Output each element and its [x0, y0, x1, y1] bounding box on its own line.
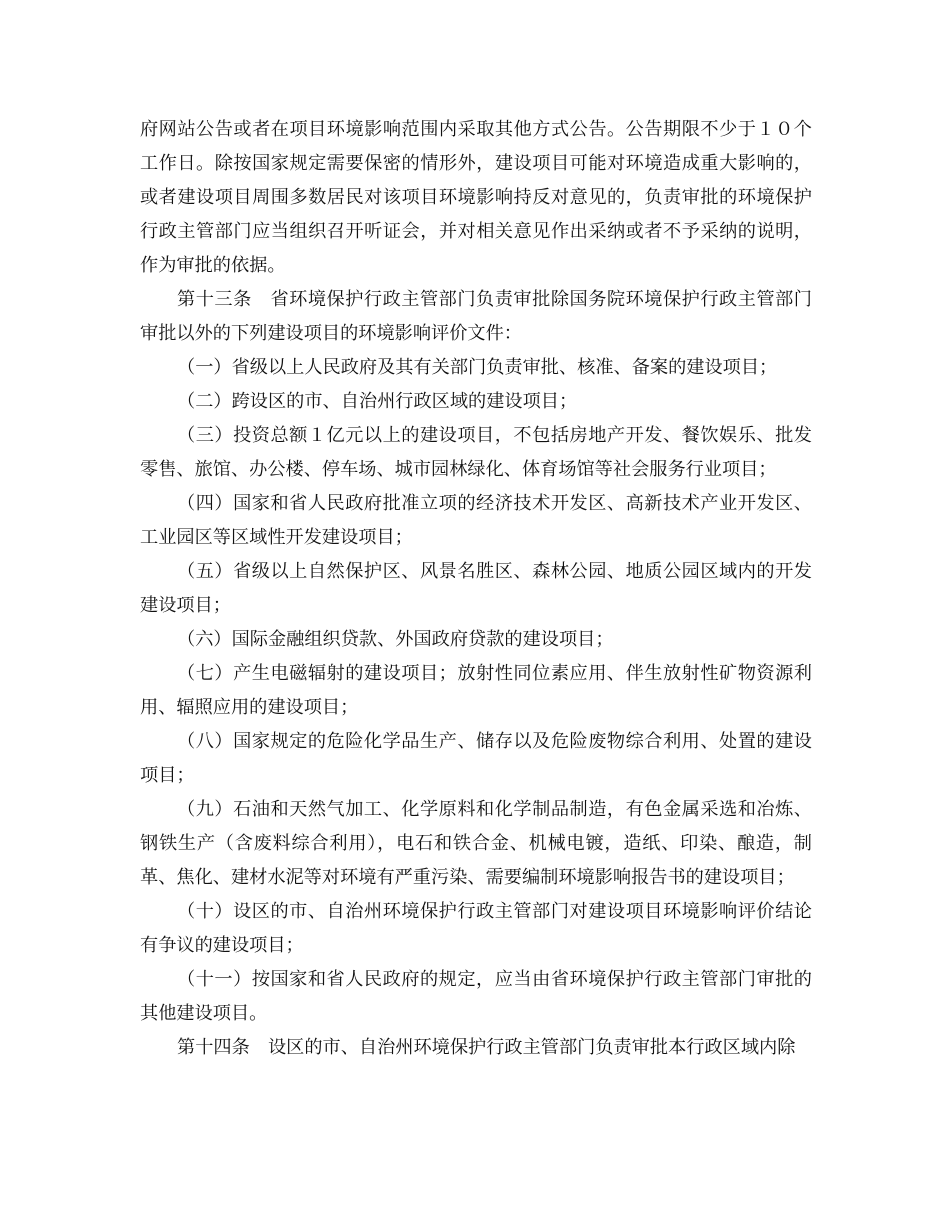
- list-item-3: （三）投资总额１亿元以上的建设项目，不包括房地产开发、餐饮娱乐、批发零售、旅馆、办公楼、停车场、城市园林绿化、体育场馆等社会服务行业项目；: [140, 425, 812, 480]
- list-item-4: （四）国家和省人民政府批准立项的经济技术开发区、高新技术产业开发区、工业园区等区域性开发建设项目；: [140, 493, 812, 548]
- list-item-2: （二）跨设区的市、自治州行政区域的建设项目；: [177, 391, 578, 412]
- list-item-8: （八）国家规定的危险化学品生产、储存以及危险废物综合利用、处置的建设项目；: [140, 731, 812, 786]
- list-item-1: （一）省级以上人民政府及其有关部门负责审批、核准、备案的建设项目；: [177, 357, 778, 378]
- paragraph-public-notice: 府网站公告或者在项目环境影响范围内采取其他方式公告。公告期限不少于１０个工作日。除按国家规定需要保密的情形外，建设项目可能对环境造成重大影响的，或者建设项目周围多数居民对该项目环境影响持反对意见的，负责审批的环境保护行政主管部门应当组织召开听证会，并对相关意见作出采纳或者不予采纳的说明，作为审批的依据。: [140, 119, 812, 276]
- list-item-9: （九）石油和天然气加工、化学原料和化学制品制造，有色金属采选和冶炼、钢铁生产（含废料综合利用），电石和铁合金、机械电镀，造纸、印染、酿造，制革、焦化、建材水泥等对环境有严重污染、需要编制环境影响报告书的建设项目；: [140, 799, 812, 888]
- list-item-7: （七）产生电磁辐射的建设项目；放射性同位素应用、伴生放射性矿物资源利用、辐照应用的建设项目；: [140, 663, 812, 718]
- list-item-11: （十一）按国家和省人民政府的规定，应当由省环境保护行政主管部门审批的其他建设项目。: [140, 969, 812, 1024]
- list-item-6: （六）国际金融组织贷款、外国政府贷款的建设项目；: [177, 629, 614, 650]
- list-item-10: （十）设区的市、自治州环境保护行政主管部门对建设项目环境影响评价结论有争议的建设项目；: [140, 901, 812, 956]
- list-item-5: （五）省级以上自然保护区、风景名胜区、森林公园、地质公园区域内的开发建设项目；: [140, 561, 812, 616]
- document-page: [140, 113, 812, 1065]
- paragraph-article-14: 第十四条 设区的市、自治州环境保护行政主管部门负责审批本行政区域内除: [177, 1037, 796, 1058]
- paragraph-article-13: 第十三条 省环境保护行政主管部门负责审批除国务院环境保护行政主管部门审批以外的下列建设项目的环境影响评价文件：: [140, 289, 812, 344]
